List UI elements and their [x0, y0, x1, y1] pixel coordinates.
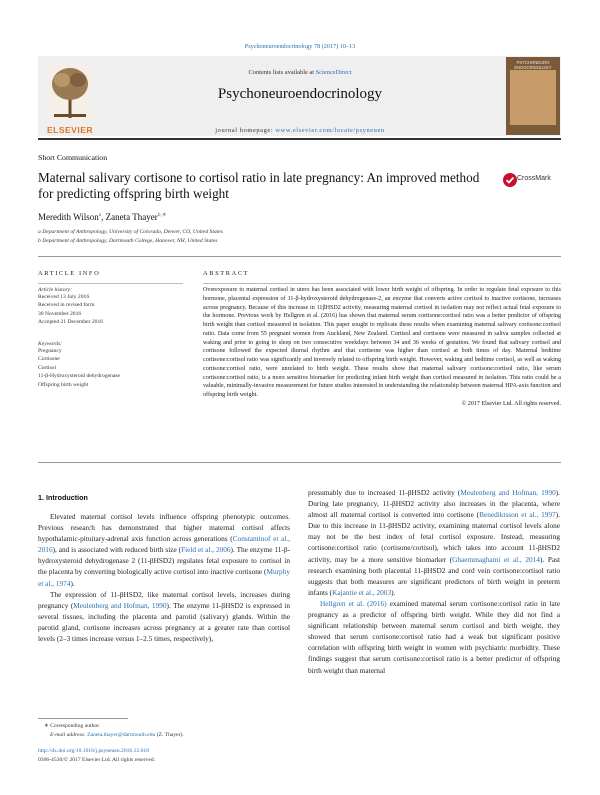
article-type: Short Communication [38, 153, 108, 162]
article-history [38, 287, 188, 327]
contents-available: Contents lists available at ScienceDirect [248, 69, 352, 76]
keyword: Pregnancy [38, 348, 62, 354]
footnote-rule [38, 718, 128, 719]
issn-line: 0306-4530/© 2017 Elsevier Ltd. All rights reserved. [38, 757, 156, 763]
keyword: Cortisol [38, 364, 57, 371]
introduction-heading: 1. Introduction [38, 493, 88, 502]
right-column [308, 487, 560, 676]
sciencedirect-link[interactable]: ScienceDirect [315, 69, 352, 76]
email-note: E-mail address: Zaneta.thayer@dartmouth.edu (Z. Thayer). [50, 732, 184, 738]
homepage-link[interactable]: www.elsevier.com/locate/psyneuen [275, 127, 385, 134]
paragraph: Elevated maternal cortisol levels influence offspring phenotypic outcomes. Previous research has demonstrated that higher maternal cortisol affects hypothalamic-pituitary-adrenal axis function across generations (Constantinof et al., 2016), and is associated with reduced birth size (Field et al., 2006). The enzyme 11-β-hydroxysteroid dehydrogenase 2 (11-βHSD2) regulates fetal exposure to cortisol in the placenta by converting biologically active cortisol into inactive cortisone (Murphy et al., 1974). [38, 512, 291, 588]
history-item: Accepted 21 December 2016 [38, 319, 104, 326]
journal-cover-art [510, 70, 556, 125]
abstract-rule [203, 283, 561, 284]
abstract-heading: ABSTRACT [203, 270, 250, 277]
left-column [38, 511, 290, 644]
author-list: Meredith Wilson$^a$, Zaneta Thayer$^{b,∗}$ [38, 212, 167, 222]
author-2[interactable]: Zaneta Thayer [105, 212, 158, 222]
copyright-notice: © 2017 Elsevier Ltd. All rights reserved. [461, 400, 561, 407]
citation-link[interactable]: Meulenberg and Hofman, 1990 [73, 600, 167, 610]
citation-link[interactable]: Hellgren et al. (2016) [320, 598, 387, 608]
keyword: 11-β-Hydroxysteroid dehydrogenase [38, 373, 121, 380]
author-1-affiliation[interactable]: a [98, 212, 102, 218]
citation-link[interactable]: Murphy et al., 1974 [38, 567, 290, 588]
journal-cover-title: PSYCHONEURO ENDOCRINOLOGY [514, 60, 552, 70]
history-item: 30 November 2016 [38, 310, 82, 317]
keyword: Offspring birth weight [38, 381, 89, 388]
keyword: Cortisone [38, 356, 60, 363]
citation-link[interactable]: Field et al., 2006 [181, 545, 231, 555]
article-info-heading: ARTICLE INFO [38, 270, 101, 277]
history-item: Received 13 July 2016 [38, 294, 90, 300]
paragraph: presumably due to increased 11-βHSD2 activity (Meulenberg and Hofman, 1990). During late pregnancy, 11-βHSD2 activity also increases in the placenta, where almost all maternal cortisol is converted into cortisone (Benediktsson et al., 1997). Due to this increase in 11-βHSD2 activity, examining maternal cortisol levels alone may not be the best index of fetal cortisol exposure. Instead, measuring cortisone:cortisol ratio (cortisone/cortisol), which takes into account 11-βHSD2 activity, may be a more sensitive biomarker (Ghaemmaghami et al., 2014). Past research examining both placental 11-βHSD2 and cord vein cortisone:cortisol ratio suggests that both measures are significant predictors of birth weight in preterm infants (Kajantie et al., 2003). [308, 488, 560, 597]
history-label: Article history: [38, 287, 73, 293]
history-item: Received in revised form [38, 302, 95, 309]
citation-link[interactable]: Meulenberg and Hofman, 1990 [460, 488, 556, 497]
article-title: Maternal salivary cortisone to cortisol ratio in late pregnancy: An improved method for predicting offspring birth weight [38, 170, 480, 201]
affiliation-a: a Department of Anthropology, University of Colorado, Denver, CO, United States [38, 229, 223, 235]
corresponding-author-note: ∗ Corresponding author. [44, 723, 101, 729]
citation-link[interactable]: Constantinof et al., 2016 [38, 534, 291, 555]
abstract-bottom-rule [38, 462, 561, 463]
citation-link[interactable]: Ghaemmaghami et al., 2014 [452, 554, 540, 564]
citation-link[interactable]: Kajantie et al., 2003 [332, 587, 392, 597]
email-link[interactable]: Zaneta.thayer@dartmouth.edu [87, 732, 156, 738]
abstract-body [203, 286, 561, 409]
keywords [38, 341, 188, 389]
citation-link[interactable]: Benediktsson et al., 1997 [479, 510, 556, 520]
keywords-label: Keywords: [38, 341, 63, 347]
article-info-rule [38, 283, 183, 284]
publisher-name: ELSEVIER [46, 125, 94, 135]
affiliation-b: b Department of Anthropology, Dartmouth College, Hanover, NH, United States [38, 238, 218, 244]
doi-link[interactable]: http://dx.doi.org/10.1016/j.psyneuen.2016.12.018 [38, 748, 149, 754]
journal-citation[interactable]: Psychoneuroendocrinology 78 (2017) 10–13 [244, 43, 356, 50]
section-rule [38, 256, 561, 257]
header-rule [38, 138, 561, 140]
journal-homepage: journal homepage: www.elsevier.com/locate/psyneuen [215, 127, 385, 134]
paragraph: Hellgren et al. (2016) examined maternal serum cortisone:cortisol ratio in late pregnancy as a predictor of offspring birth weight. While they did not find a significant relationship between maternal serum cortisol and birth weight, they showed that serum cortisone:cortisol ratio had a weak but significant positive correlation with offspring birth weight in women with psychiatric morbidity. These findings suggest that serum cortisone:cortisol ratio is a better predictor of offspring birth weight than maternal [308, 598, 560, 675]
elsevier-tree-logo [40, 58, 100, 128]
journal-title: Psychoneuroendocrinology [217, 86, 383, 102]
crossmark-label[interactable]: CrossMark [517, 175, 551, 182]
author-1[interactable]: Meredith Wilson [38, 212, 99, 222]
abstract-text: Overexposure to maternal cortisol in utero has been associated with lower birth weight of offspring. In order to regulate fetal exposure to this hormone, placental expression of 11-β-hydroxysteroid dehydrogenase-2, an enzyme that converts active cortisol to inactive cortisone, increases across pregnancy. Because of this increase in 11βHSD2 activity, measuring maternal cortisol in isolation may not reflect actual fetal exposure to the hormone. Previous work by Hellgren et al. (2016) has shown that maternal serum cortisone:cortisol ratio was a better predictor of offspring birth weight than cortisol measured in isolation. This paper sought to replicate these results when examining maternal salivary cortisone:cortisol ratio. Data come from 55 pregnant women from Auckland, New Zealand. Cortisol and cortisone were measured in saliva samples collected at waking and prior to going to sleep on two consecutive weekdays between 34 and 36 weeks of gestation. We found that salivary cortisol and cortisone followed the expected diurnal rhythm and that cortisone was higher than cortisol at both times of day. Maternal bedtime cortisone:cortisol ratio was significantly and inversely related to offspring birth weight. However, waking and bedtime cortisol, as well as waking cortisone:cortisol ratio, were unrelated to birth weight. These results show that maternal salivary cortisone:cortisol ratio, like serum cortisone:cortisol ratio, is a more sensitive biomarker for predicting infant birth weight than cortisol measured in isolation. This ratio could be a valuable, minimally-invasive measurement for future studies interested in understanding the relationship between maternal HPA-axis function and offspring birth weight. [203, 287, 561, 398]
author-2-affiliation[interactable]: b,∗ [157, 212, 167, 218]
paragraph: The expression of 11-βHSD2, like maternal cortisol levels, increases during pregnancy (Meulenberg and Hofman, 1990). The enzyme 11-βHSD2 is expressed in several tissues, including the placenta and parotid (salivary) glands. Within the parotid gland, cortisone increases across pregnancy at a greater rate than cortisol levels (2–3 times increase versus 1–2.5 times, respectively), [38, 589, 290, 644]
